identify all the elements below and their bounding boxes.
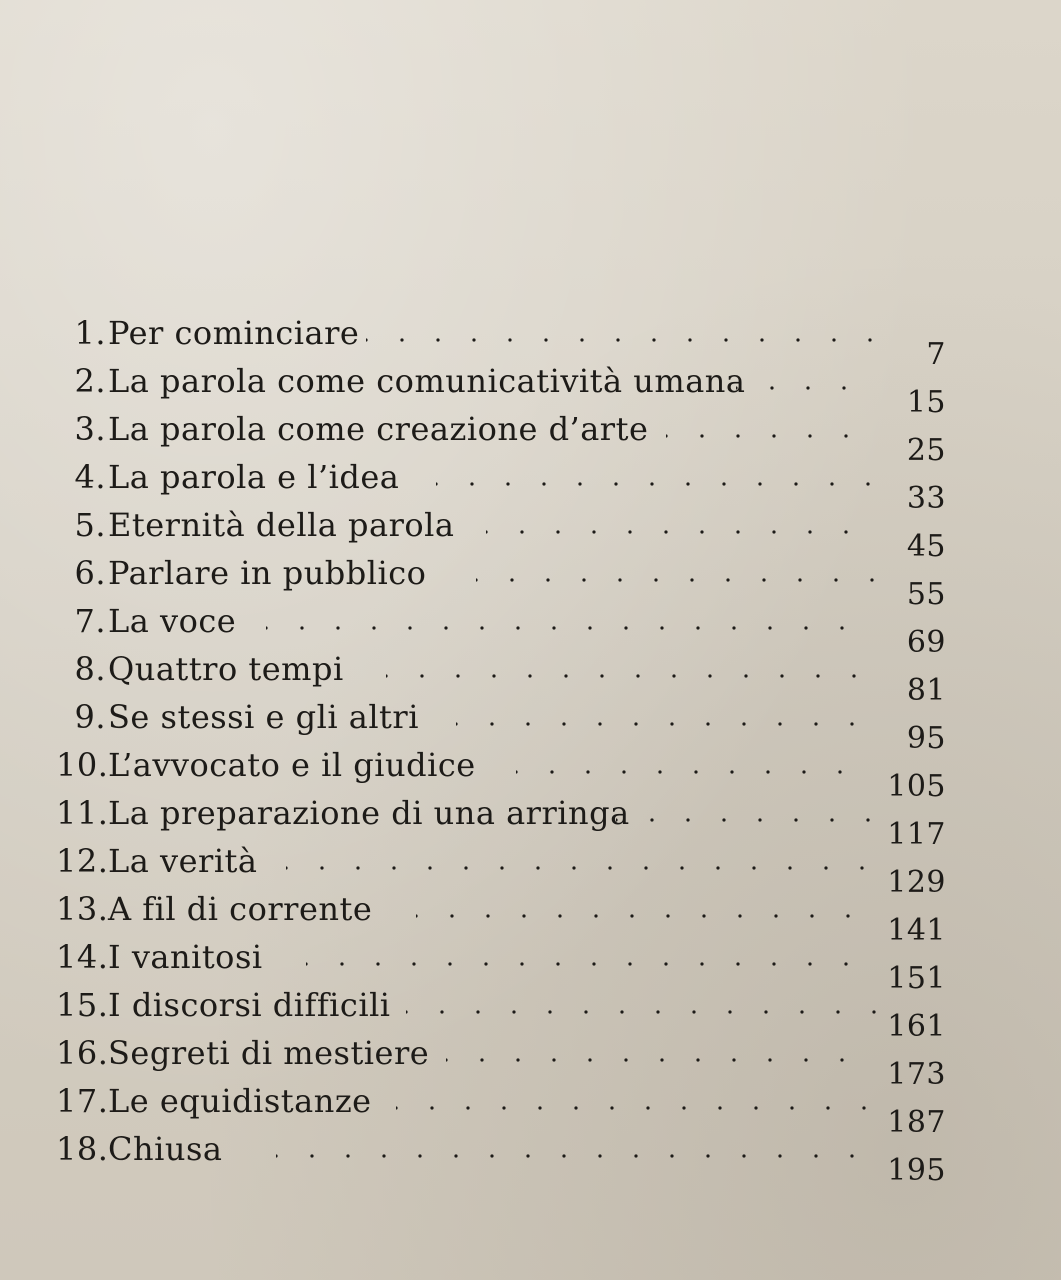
dot-leader: [396, 1078, 876, 1124]
dot-leader: [306, 934, 876, 980]
page-number: 81: [906, 673, 946, 708]
page-number: 15: [906, 385, 946, 420]
page-number: 45: [906, 529, 946, 564]
toc-entry: [56, 454, 946, 516]
dot-leader: [366, 310, 876, 356]
page-number: 69: [906, 625, 946, 660]
chapter-number: 17.: [56, 1082, 109, 1120]
chapter-title: L’avvocato e il giudice: [108, 746, 476, 784]
toc-entry: [56, 502, 946, 564]
chapter-number: 18.: [56, 1130, 109, 1168]
toc-entry: [56, 550, 946, 612]
chapter-title: Quattro tempi: [108, 650, 344, 688]
page-number: 7: [926, 337, 946, 372]
dot-leader: [476, 550, 876, 596]
toc-entry: [56, 1078, 946, 1140]
toc-entry: [56, 838, 946, 900]
toc-entry: [56, 982, 946, 1044]
page-number: 161: [887, 1009, 946, 1044]
chapter-number: 6.: [74, 554, 106, 592]
dot-leader: [416, 886, 876, 932]
chapter-number: 11.: [56, 794, 109, 832]
page-number: 117: [887, 817, 946, 852]
page-number: 95: [906, 721, 946, 756]
page-number: 105: [887, 769, 946, 804]
chapter-title: La voce: [108, 602, 237, 640]
dot-leader: [616, 790, 876, 836]
page-number: 173: [887, 1057, 946, 1092]
chapter-title: Eternità della parola: [108, 506, 455, 544]
dot-leader: [446, 1030, 876, 1076]
page-number: 33: [906, 481, 946, 516]
chapter-title: Chiusa: [108, 1130, 223, 1168]
page-number: 55: [906, 577, 946, 612]
page-number: 151: [887, 961, 946, 996]
chapter-title: A fil di corrente: [108, 890, 373, 928]
toc-entry: [56, 646, 946, 708]
dot-leader: [666, 406, 876, 452]
toc-entry: [56, 310, 946, 372]
toc-entry: [56, 742, 946, 804]
dot-leader: [386, 646, 876, 692]
chapter-title: Parlare in pubblico: [108, 554, 427, 592]
chapter-number: 9.: [74, 698, 106, 736]
toc-entry: [56, 886, 946, 948]
dot-leader: [276, 1126, 876, 1172]
chapter-title: Per cominciare: [108, 314, 360, 352]
page-number: 141: [887, 913, 946, 948]
toc-entry: [56, 694, 946, 756]
chapter-number: 4.: [74, 458, 106, 496]
toc-entry: [56, 406, 946, 468]
toc-entry: [56, 598, 946, 660]
chapter-title: I vanitosi: [108, 938, 263, 976]
chapter-number: 16.: [56, 1034, 109, 1072]
page-number: 195: [887, 1153, 946, 1188]
page-number: 187: [887, 1105, 946, 1140]
dot-leader: [456, 694, 876, 740]
chapter-number: 13.: [56, 890, 109, 928]
toc-entry: [56, 790, 946, 852]
toc-entry: [56, 1126, 946, 1188]
toc-entry: [56, 934, 946, 996]
chapter-number: 8.: [74, 650, 106, 688]
dot-leader: [486, 502, 876, 548]
toc-entry: [56, 1030, 946, 1092]
chapter-number: 12.: [56, 842, 109, 880]
chapter-number: 5.: [74, 506, 106, 544]
chapter-title: Segreti di mestiere: [108, 1034, 430, 1072]
chapter-title: La verità: [108, 842, 258, 880]
dot-leader: [286, 838, 876, 884]
page-number: 129: [887, 865, 946, 900]
chapter-number: 3.: [74, 410, 106, 448]
dot-leader: [266, 598, 876, 644]
chapter-title: Se stessi e gli altri: [108, 698, 419, 736]
chapter-title: La preparazione di una arringa: [108, 794, 630, 832]
chapter-title: La parola come creazione d’arte: [108, 410, 649, 448]
chapter-number: 14.: [56, 938, 109, 976]
page-number: 25: [906, 433, 946, 468]
dot-leader: [406, 982, 876, 1028]
dot-leader: [516, 742, 876, 788]
chapter-title: Le equidistanze: [108, 1082, 372, 1120]
chapter-title: La parola e l’idea: [108, 458, 400, 496]
toc-entry: [56, 358, 946, 420]
dot-leader: [736, 358, 876, 404]
chapter-title: La parola come comunicatività umana: [108, 362, 746, 400]
chapter-number: 1.: [74, 314, 106, 352]
chapter-number: 15.: [56, 986, 109, 1024]
chapter-number: 2.: [74, 362, 106, 400]
chapter-title: I discorsi difficili: [108, 986, 391, 1024]
chapter-number: 7.: [74, 602, 106, 640]
chapter-number: 10.: [56, 746, 109, 784]
dot-leader: [436, 454, 876, 500]
